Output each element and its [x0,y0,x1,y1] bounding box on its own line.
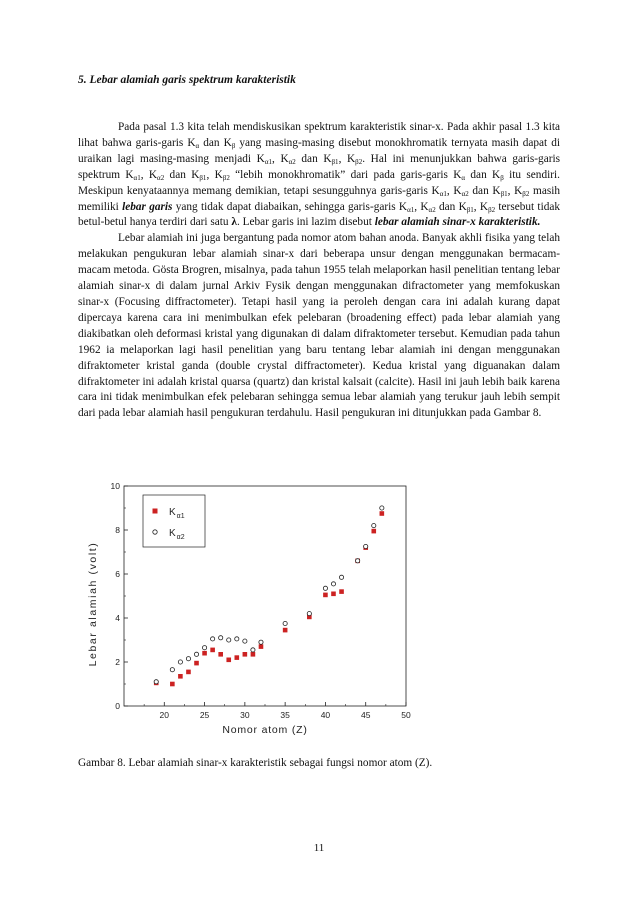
data-point-k-alpha1 [243,652,248,657]
y-tick-label: 10 [110,481,120,491]
x-tick-label: 40 [320,710,331,720]
y-tick-label: 2 [115,657,120,667]
data-point-k-alpha1 [178,674,183,679]
x-tick-label: 35 [280,710,290,720]
y-axis-label: Lebar alamiah (volt) [87,541,99,667]
legend-label-k-alpha2: $K_{\alpha 2}$ [169,528,185,541]
scatter-plot [78,478,428,740]
data-point-k-alpha1 [259,644,264,649]
y-tick-label: 6 [115,569,120,579]
body-text [78,120,560,422]
y-tick-label: 0 [115,701,120,711]
data-point-k-alpha1 [186,670,191,675]
x-tick-label: 30 [240,710,250,720]
data-point-k-alpha2 [251,648,255,652]
data-point-k-alpha2 [170,668,174,672]
figure-8-chart [78,478,428,740]
data-point-k-alpha2 [331,582,335,586]
data-point-k-alpha2 [186,657,190,661]
x-tick-label: 20 [159,710,170,720]
data-point-k-alpha2 [372,524,376,528]
page-number: 11 [313,842,325,854]
data-point-k-alpha2 [323,586,327,590]
data-point-k-alpha1 [170,682,175,687]
x-tick-label: 45 [360,710,371,720]
data-point-k-alpha1 [371,529,376,534]
section-heading: 5. Lebar alamiah garis spektrum karakteristik [78,74,296,86]
data-point-k-alpha1 [210,648,215,653]
data-point-k-alpha2 [178,660,182,664]
y-axis-ticks [111,481,128,711]
data-point-k-alpha2 [380,506,384,510]
data-point-k-alpha2 [194,652,198,656]
figure-caption: Gambar 8. Lebar alamiah sinar-x karakteristik sebagai fungsi nomor atom (Z). [78,757,433,769]
y-tick-label: 8 [115,525,120,535]
data-point-k-alpha1 [194,661,199,666]
data-point-k-alpha2 [356,559,360,563]
x-tick-label: 25 [199,710,210,720]
data-point-k-alpha1 [283,628,288,633]
legend-box [143,495,205,547]
data-point-k-alpha2 [219,636,223,640]
data-point-k-alpha1 [251,652,256,657]
paragraph-1: Pada pasal 1.3 kita telah mendiskusikan spektrum karakteristik sinar-x. Pada akhir pasal 1.3 kita lihat bahwa garis-garis $K_\alpha$ dan $K_\beta$ yang masing-masing disebut monokhromatik ternyata masih dapat di uraikan lagi masing-masing menjadi $K_{\alpha 1}$, $K_{\alpha 2}$ dan $K_{\beta 1}$, $K_{\beta 2}$. Hal ini menunjukkan bahwa garis-garis spektrum $K_{\alpha 1}$, $K_{\alpha 2}$ dan $K_{\beta 1}$, $K_{\beta 2}$ “lebih monokhromatik” dari pada garis-garis $K_\alpha$ dan $K_\beta$ itu sendiri. Meskipun kenyataannya memang demikian, tetapi sesungguhnya garis-garis $K_{\alpha 1}$, $K_{\alpha 2}$ dan $K_{\beta 1}$, $K_{\beta 2}$ masih memiliki lebar garis yang tidak dapat diabaikan, sehingga garis-garis $K_{\alpha 1}$, $K_{\alpha 2}$ dan $K_{\beta 1}$, $K_{\beta 2}$ tersebut tidak betul-betul hanya terdiri dari satu λ. Lebar garis ini lazim disebut lebar alamiah sinar-x karakteristik. [78,121,561,229]
data-point-k-alpha2 [227,638,231,642]
paragraph-2: Lebar alamiah ini juga bergantung pada nomor atom bahan anoda. Banyak akhli fisika yang telah melakukan pengukuran lebar alamiah sinar-x dari beberapa unsur dengan menggunakan bermacam-macam metoda. Gösta Brogren, misalnya, pada tahun 1955 telah melaporkan hasil penelitian tentang lebar alamiah sinar-x di dalam jurnal Arkiv Fysik dengan menggunakan difractometer yang memfokuskan sinar-x (Focusing diffractometer). Tetapi hasil yang ia peroleh dengan cara ini adalah kurang dapat dipercaya karena cara ini menimbulkan efek pelebaran (broadening effect) pada lebar alamiah yang diakibatkan oleh deformasi kristal yang digunakan di dalam difraktometer tersebut. Kemudian pada tahun 1962 ia melaporkan lagi hasil penelitian yang baru tentang lebar alamiah ini dengan menggunakan difraktometer kristal ganda (double crystal diffractometer). Kedua kristal yang diguanakan dalam difraktometer ini adalah kristal quarsa (quartz) dan kristal kalsait (calcite). Hasil ini jauh lebih baik karena cara ini tidak menimbulkan efek pelebaran sehingga semua lebar alamiah yang terukur jauh lebih sempit dari pada lebar alamiah hasil pengukuran terdahulu. Hasil pengukuran ini ditunjukkan pada Gambar 8. [78,232,560,420]
data-point-k-alpha2 [307,612,311,616]
data-point-k-alpha2 [339,575,343,579]
data-point-k-alpha1 [339,589,344,594]
data-point-k-alpha1 [380,511,385,516]
data-point-k-alpha2 [243,639,247,643]
data-point-k-alpha2 [283,621,287,625]
legend-label-k-alpha1: $K_{\alpha 1}$ [169,507,185,520]
data-point-k-alpha1 [226,658,231,663]
data-point-k-alpha2 [235,637,239,641]
data-point-k-alpha2 [202,646,206,650]
data-point-k-alpha2 [211,637,215,641]
x-axis-label: Nomor atom (Z) [222,724,308,736]
data-point-k-alpha1 [202,651,207,656]
data-point-k-alpha2 [154,680,158,684]
data-point-k-alpha1 [235,655,240,660]
x-tick-label: 50 [401,710,411,720]
data-point-k-alpha2 [364,544,368,548]
data-point-k-alpha2 [259,640,263,644]
y-tick-label: 4 [115,613,120,623]
data-point-k-alpha1 [331,592,336,597]
data-point-k-alpha1 [323,593,328,598]
legend-marker-k-alpha1 [153,509,158,514]
data-point-k-alpha1 [218,652,223,657]
legend [143,495,205,547]
x-axis-ticks [144,702,411,720]
legend-marker-k-alpha2 [153,530,157,534]
